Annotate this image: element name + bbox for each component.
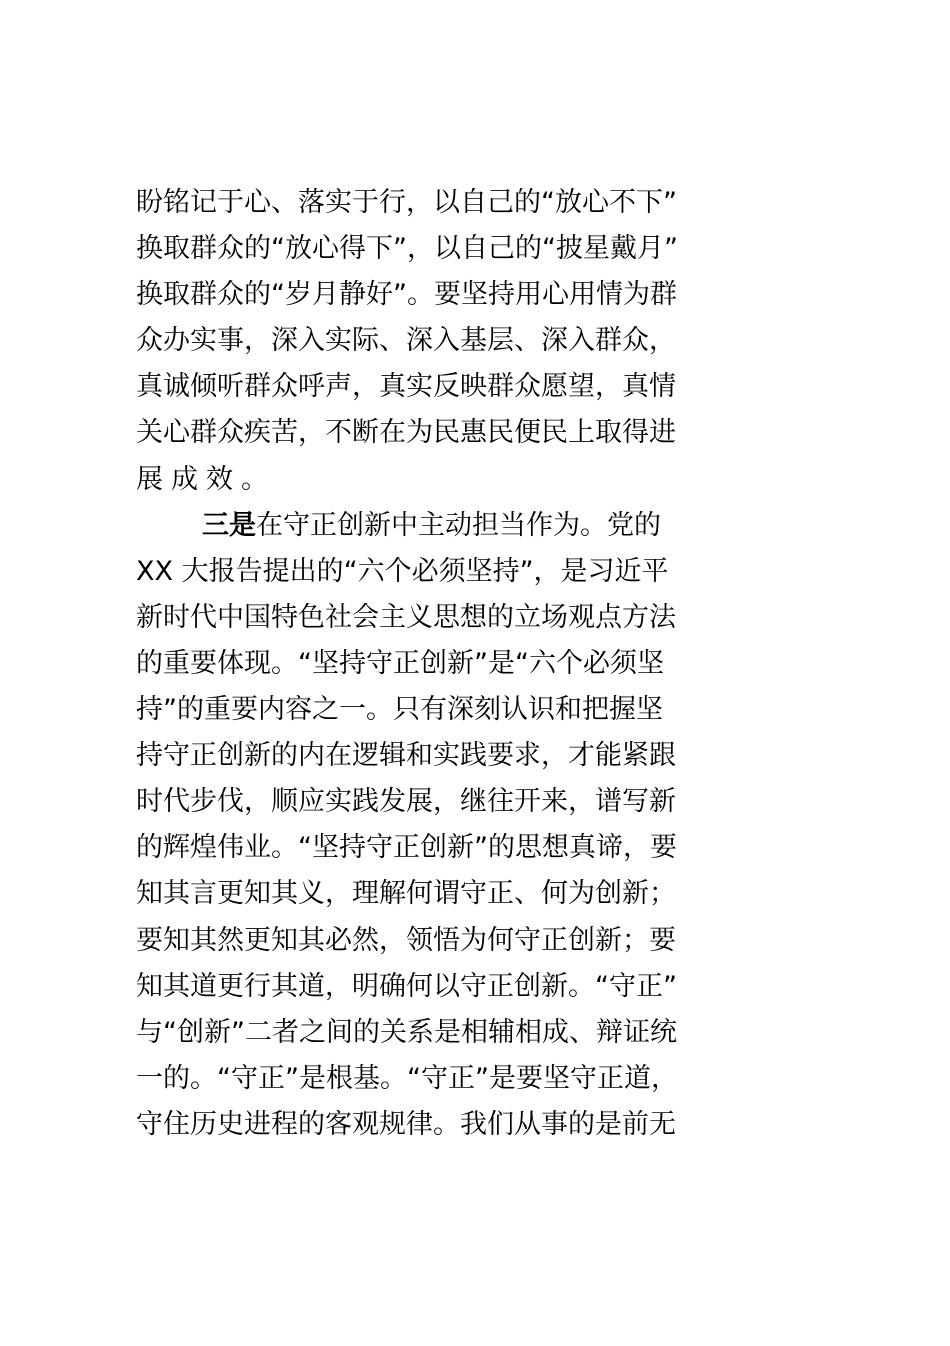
- text-line: 盼铭记于心、落实于行，以自己的“放心不下”: [136, 187, 677, 218]
- text-line: 换取群众的“放心得下”，以自己的“披星戴月”: [136, 233, 678, 265]
- text-line: 众办实事，深入实际、深入基层、深入群众，: [136, 325, 676, 357]
- text-line: 持守正创新的内在逻辑和实践要求，才能紧跟: [136, 740, 676, 772]
- text-line: 的辉煌伟业。“坚持守正创新”的思想真谛，要: [136, 832, 677, 864]
- text-line: 守住历史进程的客观规律。我们从事的是前无: [136, 1108, 676, 1140]
- text-line: 换取群众的“岁月静好”。要坚持用心用情为群: [136, 279, 677, 311]
- paragraph-lead: 三是: [202, 509, 256, 541]
- text-line: 与“创新”二者之间的关系是相辅相成、辩证统: [136, 1016, 677, 1048]
- text-line: 知其言更知其义，理解何谓守正、何为创新；: [136, 878, 676, 910]
- paragraph-1: [136, 180, 826, 503]
- text-line: 展成效。: [136, 463, 276, 495]
- paragraph-2: [136, 503, 826, 1148]
- text-line: 新时代中国特色社会主义思想的立场观点方法: [136, 601, 676, 633]
- text-line: XX 大报告提出的“六个必须坚持”，是习近平: [136, 555, 669, 587]
- body-text: [136, 180, 826, 1148]
- text-line: 关心群众疾苦，不断在为民惠民便民上取得进: [136, 417, 676, 449]
- text-line: 的重要体现。“坚持守正创新”是“六个必须坚: [136, 647, 664, 679]
- text-line: 知其道更行其道，明确何以守正创新。“守正”: [136, 970, 677, 1002]
- text-segment: 在守正创新中主动担当作为。党的: [256, 509, 661, 541]
- text-line: 持”的重要内容之一。只有深刻认识和把握坚: [136, 694, 663, 726]
- text-line: 一的。“守正”是根基。“守正”是要坚守正道，: [136, 1062, 678, 1094]
- paragraph-first-line: [136, 503, 826, 549]
- text-line: 要知其然更知其必然，领悟为何守正创新；要: [136, 924, 676, 956]
- text-line: 真诚倾听群众呼声，真实反映群众愿望，真情: [136, 371, 676, 403]
- text-line: 时代步伐，顺应实践发展，继往开来，谱写新: [136, 786, 676, 818]
